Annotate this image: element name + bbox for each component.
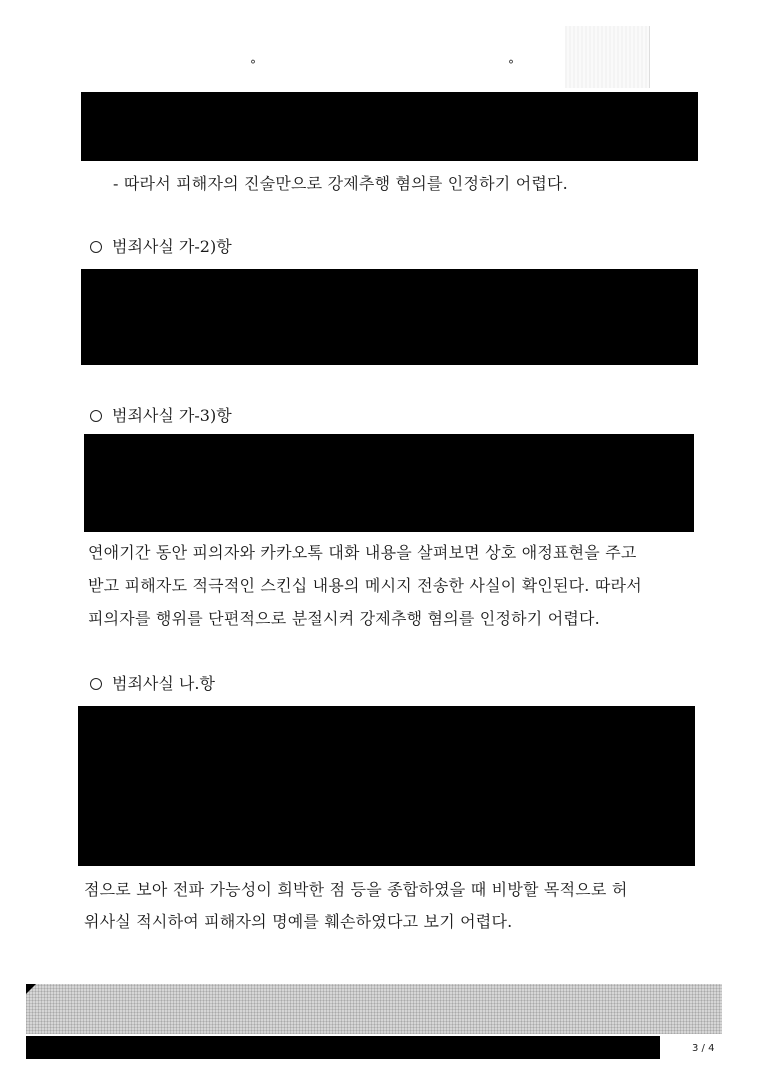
section-heading bbox=[90, 403, 232, 426]
text-line: 연애기간 동안 피의자와 카카오톡 대화 내용을 살펴보면 상호 애정표현을 주고 bbox=[88, 543, 637, 562]
section-heading-label: 범죄사실 나.항 bbox=[112, 674, 215, 693]
scan-artifact bbox=[565, 26, 650, 88]
scan-corner-mark bbox=[26, 984, 36, 994]
redaction-block bbox=[78, 706, 695, 866]
section-heading-label: 범죄사실 가-3)항 bbox=[112, 406, 232, 425]
redaction-block bbox=[81, 92, 698, 161]
text-line: 피의자를 행위를 단편적으로 분절시켜 강제추행 혐의를 인정하기 어렵다. bbox=[88, 609, 600, 628]
redaction-block bbox=[84, 434, 694, 532]
section-heading bbox=[90, 671, 215, 694]
mark-right: ° bbox=[508, 58, 514, 72]
mark-left: ° bbox=[250, 58, 256, 72]
page-number: 3 / 4 bbox=[692, 1043, 715, 1054]
circle-bullet-icon bbox=[90, 678, 102, 690]
redaction-footer bbox=[26, 1036, 660, 1059]
circle-bullet-icon bbox=[90, 241, 102, 253]
circle-bullet-icon bbox=[90, 410, 102, 422]
section-heading bbox=[90, 234, 232, 257]
section-heading-label: 범죄사실 가-2)항 bbox=[112, 237, 232, 256]
scan-noise-band bbox=[26, 984, 722, 1034]
text-line: - 따라서 피해자의 진술만으로 강제추행 혐의를 인정하기 어렵다. bbox=[113, 174, 568, 193]
redaction-block bbox=[81, 269, 698, 365]
text-line: 받고 피해자도 적극적인 스킨십 내용의 메시지 전송한 사실이 확인된다. 따라서 bbox=[88, 576, 642, 595]
text-line: 점으로 보아 전파 가능성이 희박한 점 등을 종합하였을 때 비방할 목적으로 허 bbox=[84, 880, 628, 899]
text-line: 위사실 적시하여 피해자의 명예를 훼손하였다고 보기 어렵다. bbox=[84, 912, 513, 931]
